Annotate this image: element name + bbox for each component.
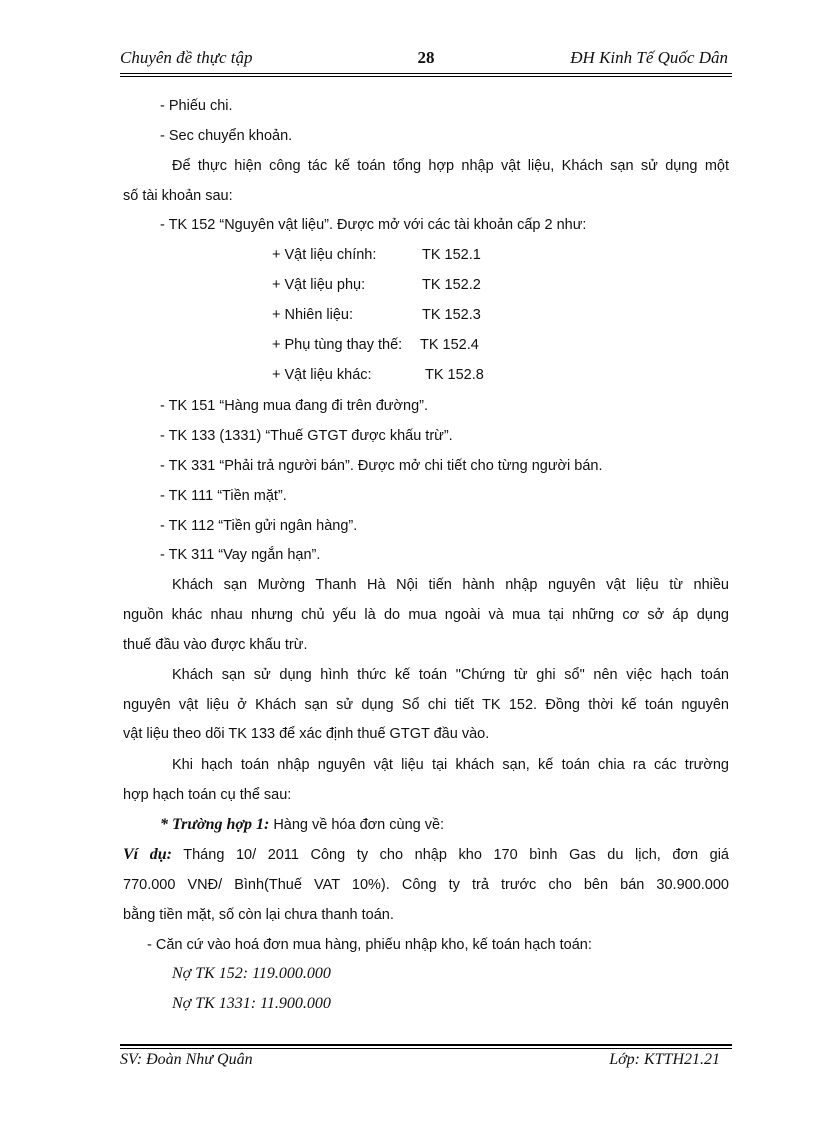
case-heading	[160, 815, 444, 835]
example-line3: bằng tiền mặt, số còn lại chưa thanh toán.	[123, 907, 394, 923]
sub-account-label: + Phụ tùng thay thế:	[272, 337, 403, 353]
paragraph-method-line3: vật liệu theo dõi TK 133 để xác định thuế GTGT đầu vào.	[123, 726, 490, 742]
sub-account-label: + Vật liệu chính:	[272, 247, 377, 263]
footer-rule	[120, 1044, 732, 1046]
list-item-tk311: - TK 311 “Vay ngắn hạn”.	[160, 547, 321, 563]
header-university: ĐH Kinh Tế Quốc Dân	[570, 48, 728, 67]
example-line2: 770.000 VNĐ/ Bình(Thuế VAT 10%). Công ty trả trước cho bên bán 30.900.000	[123, 877, 729, 893]
sub-account-label: + Nhiên liệu:	[272, 307, 354, 323]
sub-account-code: TK 152.4	[420, 337, 479, 353]
paragraph-intro-line1: Để thực hiện công tác kế toán tổng hợp nhập vật liệu, Khách sạn sử dụng một	[172, 158, 729, 174]
paragraph-sources-line2: nguồn khác nhau nhưng chủ yếu là do mua ngoài và mua tại những cơ sở áp dụng	[123, 607, 729, 623]
paragraph-sources-line1: Khách sạn Mường Thanh Hà Nội tiến hành nhập nguyên vật liệu từ nhiều	[172, 577, 729, 593]
list-item-sec: - Sec chuyển khoản.	[160, 128, 293, 144]
paragraph-method-line2: nguyên vật liệu ở Khách sạn sử dụng Sổ chi tiết TK 152. Đồng thời kế toán nguyên	[123, 697, 729, 713]
paragraph-cases-line2: hợp hạch toán cụ thể sau:	[123, 787, 292, 803]
header-subject: Chuyên đề thực tập	[120, 48, 253, 67]
sub-account-code: TK 152.8	[425, 367, 484, 383]
list-item-tk152: - TK 152 “Nguyên vật liệu”. Được mở với các tài khoản cấp 2 như:	[160, 217, 587, 233]
header-rule	[120, 73, 732, 74]
sub-account-label: + Vật liệu khác:	[272, 367, 372, 383]
page-footer	[120, 1051, 732, 1073]
paragraph-sources-line3: thuế đầu vào được khấu trừ.	[123, 637, 308, 653]
basis-line: - Căn cứ vào hoá đơn mua hàng, phiếu nhập kho, kế toán hạch toán:	[147, 937, 592, 953]
page-header	[120, 46, 732, 74]
sub-account-code: TK 152.2	[422, 277, 481, 293]
paragraph-cases-line1: Khi hạch toán nhập nguyên vật liệu tại khách sạn, kế toán chia ra các trường	[172, 757, 729, 773]
list-item-tk133: - TK 133 (1331) “Thuế GTGT được khấu trừ”.	[160, 428, 453, 444]
example-text: Tháng 10/ 2011 Công ty cho nhập kho 170 bình Gas du lịch, đơn giá	[183, 847, 729, 863]
paragraph-intro-line2: số tài khoản sau:	[123, 188, 233, 204]
sub-account-label: + Vật liệu phụ:	[272, 277, 366, 293]
footer-class: Lớp: KTTH21.21	[609, 1051, 720, 1068]
journal-entry-debit-152: Nợ TK 152: 119.000.000	[172, 965, 331, 982]
list-item-tk151: - TK 151 “Hàng mua đang đi trên đường”.	[160, 398, 429, 414]
case-text: Hàng về hóa đơn cùng về:	[273, 817, 445, 833]
footer-student: SV: Đoàn Như Quân	[120, 1051, 253, 1068]
page-number: 28	[417, 48, 435, 67]
list-item-phieu-chi: - Phiếu chi.	[160, 98, 233, 114]
case-label: * Trường hợp 1:	[160, 816, 270, 833]
sub-account-code: TK 152.3	[422, 307, 481, 323]
list-item-tk331: - TK 331 “Phải trả người bán”. Được mở chi tiết cho từng người bán.	[160, 458, 603, 474]
list-item-tk111: - TK 111 “Tiền mặt”.	[160, 488, 287, 504]
journal-entry-debit-1331: Nợ TK 1331: 11.900.000	[172, 995, 331, 1012]
header-rule-thin	[120, 76, 732, 77]
list-item-tk112: - TK 112 “Tiền gửi ngân hàng”.	[160, 518, 358, 534]
sub-account-code: TK 152.1	[422, 247, 481, 263]
footer-rule-thin	[120, 1048, 732, 1049]
example-label: Ví dụ:	[123, 846, 172, 863]
paragraph-method-line1: Khách sạn sử dụng hình thức kế toán "Chứng từ ghi sổ" nên việc hạch toán	[172, 667, 729, 683]
example-line1	[123, 845, 729, 865]
